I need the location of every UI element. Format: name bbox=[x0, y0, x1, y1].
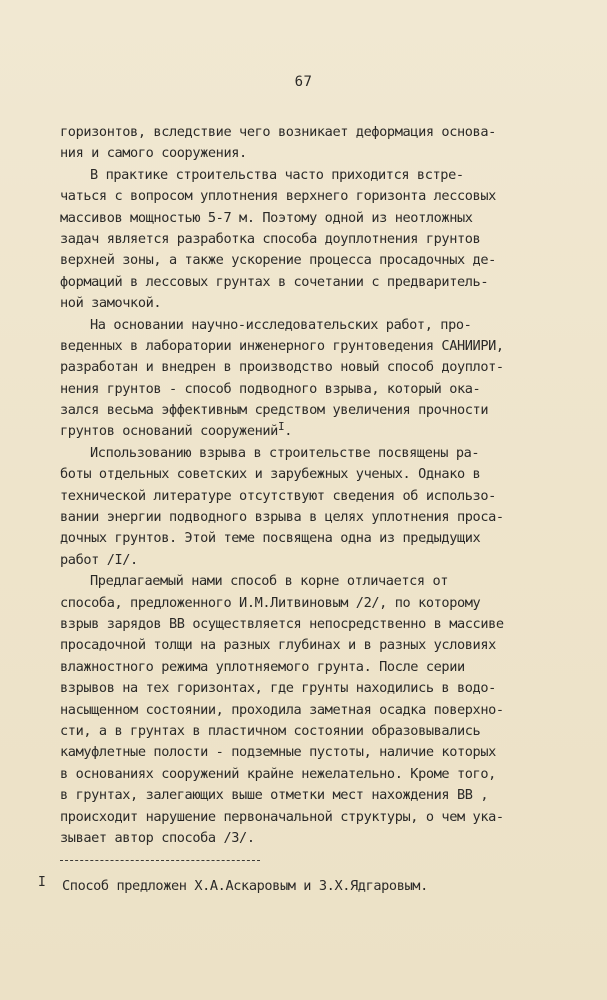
text-line: В практике строительства часто приходится встре- bbox=[90, 166, 464, 183]
text-line: просадочной толщи на разных глубинах и в разных условиях bbox=[60, 637, 496, 654]
text-line: веденных в лаборатории инженерного грунтоведения САНИИРИ, bbox=[60, 337, 504, 354]
text-line: происходит нарушение первоначальной структуры, о чем ука- bbox=[60, 808, 504, 825]
text-line: влажностного режима уплотняемого грунта. После серии bbox=[60, 658, 465, 675]
body-text bbox=[60, 122, 580, 849]
text-line: способа, предложенного И.М.Литвиновым /2/, по которому bbox=[60, 594, 481, 611]
text-line: чаться с вопросом уплотнения верхнего горизонта лессовых bbox=[60, 188, 496, 205]
text-line: камуфлетные полости - подземные пустоты, наличие которых bbox=[60, 744, 496, 761]
page-number: 67 bbox=[294, 74, 313, 90]
end-punctuation: . bbox=[284, 423, 292, 440]
text-line: Использованию взрыва в строительстве посвящены ра- bbox=[90, 444, 480, 461]
text-line: боты отдельных советских и зарубежных ученых. Однако в bbox=[60, 466, 481, 483]
footnote-text: Способ предложен Х.А.Аскаровым и З.Х.Ядгаровым. bbox=[62, 878, 428, 894]
footnote-reference: I bbox=[277, 420, 285, 434]
text-line: ния и самого сооружения. bbox=[60, 145, 247, 162]
text-line: массивов мощностью 5-7 м. Поэтому одной из неотложных bbox=[60, 209, 473, 226]
text-line: зался весьма эффективным средством увеличения прочности bbox=[60, 402, 489, 419]
text-line-content: грунтов оснований сооружений bbox=[60, 423, 278, 440]
text-line: технической литературе отсутствуют сведения об использо- bbox=[60, 487, 496, 504]
text-line: нения грунтов - способ подводного взрыва, который ока- bbox=[60, 380, 481, 397]
text-line: вании энергии подводного взрыва в целях уплотнения проса- bbox=[60, 509, 504, 526]
text-line: формаций в лессовых грунтах в сочетании с предваритель- bbox=[60, 273, 489, 290]
footnote-marker: I bbox=[38, 875, 46, 890]
text-line: дочных грунтов. Этой теме посвящена одна из предыдущих bbox=[60, 530, 481, 547]
text-line bbox=[60, 421, 580, 442]
text-line: зывает автор способа /3/. bbox=[60, 829, 255, 846]
text-line: взрыв зарядов ВВ осуществляется непосредственно в массиве bbox=[60, 615, 504, 632]
text-line: верхней зоны, а также ускорение процесса просадочных де- bbox=[60, 252, 496, 269]
text-line: насыщенном состоянии, проходила заметная осадка поверхно- bbox=[60, 701, 504, 718]
text-line: задач является разработка способа доуплотнения грунтов bbox=[60, 230, 481, 247]
text-line: сти, а в грунтах в пластичном состоянии образовывались bbox=[60, 722, 481, 739]
text-line: На основании научно-исследовательских работ, про- bbox=[90, 316, 472, 333]
text-line: взрывов на тех горизонтах, где грунты находились в водо- bbox=[60, 680, 496, 697]
text-line: горизонтов, вследствие чего возникает деформация основа- bbox=[60, 124, 496, 140]
footnote-separator bbox=[60, 860, 260, 861]
footnote bbox=[38, 872, 588, 897]
text-line: работ /I/. bbox=[60, 551, 138, 568]
text-line: в грунтах, залегающих выше отметки мест нахождения ВВ , bbox=[60, 787, 489, 804]
text-line: ной замочкой. bbox=[60, 295, 162, 312]
text-line: Предлагаемый нами способ в корне отличается от bbox=[90, 573, 449, 590]
text-line: в основаниях сооружений крайне нежелательно. Кроме того, bbox=[60, 765, 496, 782]
text-line: разработан и внедрен в производство новый способ доуплот- bbox=[60, 359, 504, 376]
